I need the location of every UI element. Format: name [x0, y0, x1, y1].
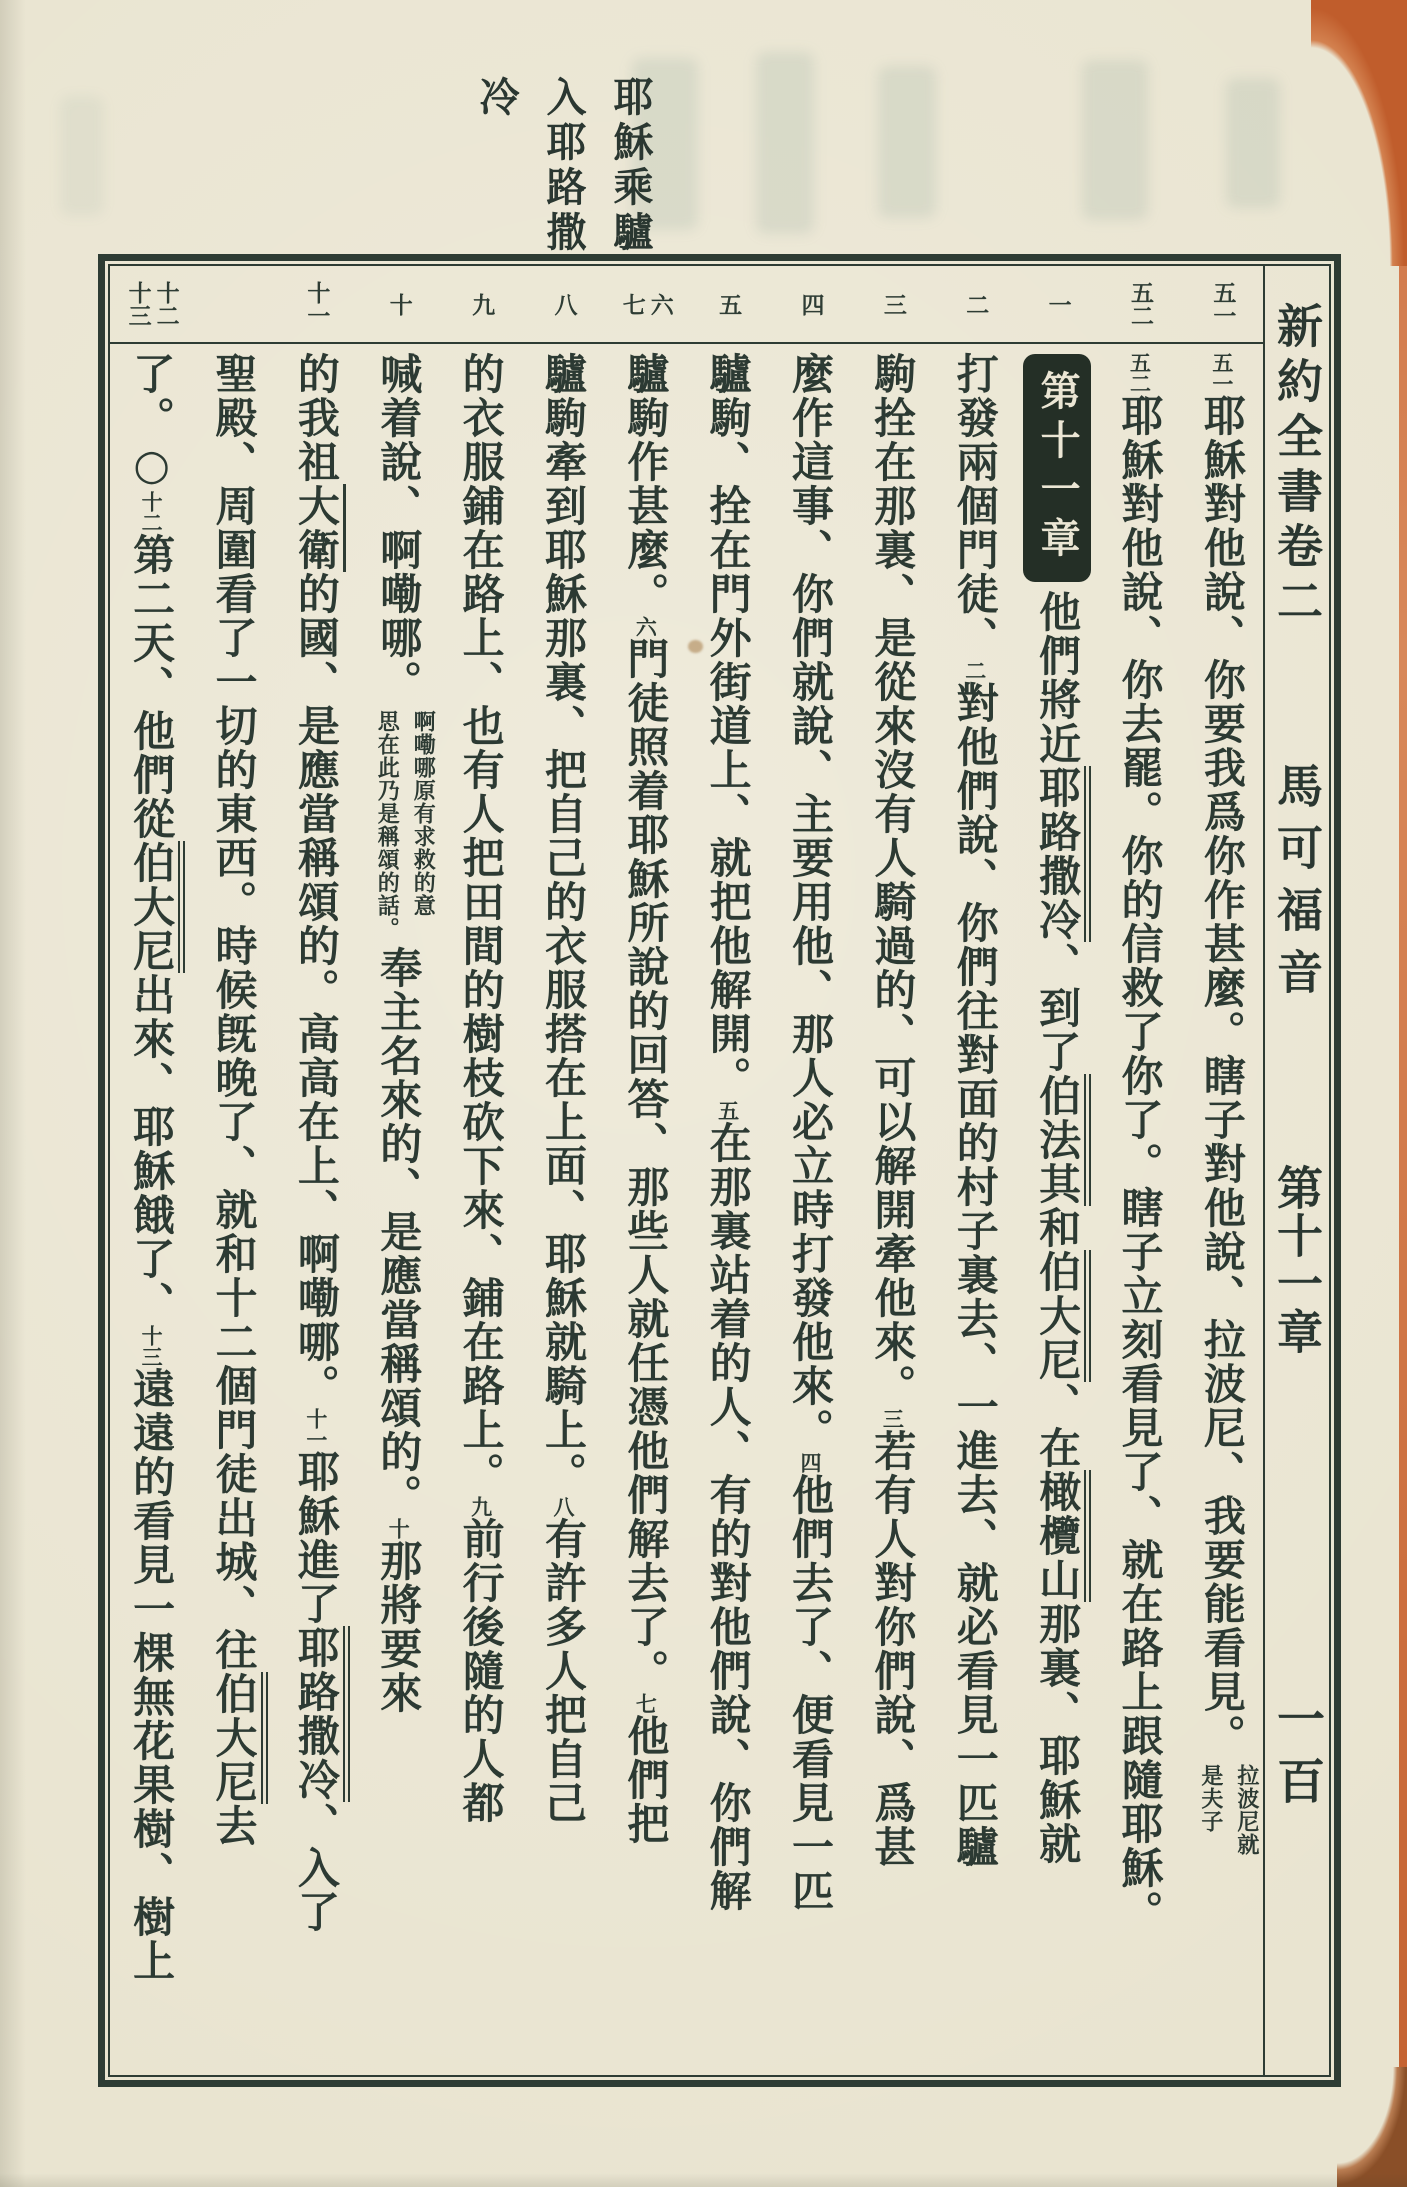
page-corner-top-right	[1311, 0, 1407, 266]
body-text: 驢駒牽到耶穌那裏、把自己的衣服搭在上面、耶穌就騎上。	[538, 352, 588, 1496]
margin-verse-number: 二	[962, 292, 989, 316]
verse-number: 十	[386, 1518, 411, 1539]
margin-cell	[110, 281, 192, 327]
body-text: 駒拴在那裏、是從來沒有人騎過的、可以解開牽他來。	[868, 352, 918, 1408]
running-header	[468, 76, 659, 256]
verse-number: 十三	[139, 1325, 164, 1367]
bleedthrough-ghost-text	[1226, 78, 1280, 208]
running-header-line: 入耶路撒	[540, 76, 586, 256]
body-text: 去	[209, 1804, 259, 1848]
verse-number: 五	[715, 1100, 740, 1121]
body-text: 的衣服鋪在路上、也有人把田間的樹枝砍下來、鋪在路上。	[456, 352, 506, 1496]
text-column-flow	[439, 352, 521, 2075]
margin-cell	[1181, 281, 1263, 327]
margin-verse-number: 五二	[1126, 281, 1153, 327]
margin-cell	[439, 293, 521, 316]
bleedthrough-ghost-text	[878, 66, 936, 218]
body-text: 和	[1033, 1206, 1083, 1250]
title-column	[1263, 266, 1329, 2075]
body-text: 了。○	[127, 352, 177, 491]
margin-verse-number: 六	[646, 292, 673, 316]
margin-verse-number: 四	[797, 292, 824, 316]
text-column	[769, 352, 851, 2075]
text-column	[1181, 352, 1263, 2075]
body-text: 他們把	[621, 1714, 671, 1846]
margin-cell	[522, 293, 604, 316]
note-line: 拉波尼就	[1233, 1764, 1259, 1856]
text-body	[110, 266, 1263, 2075]
margin-cell	[686, 293, 768, 316]
margin-cell	[357, 293, 439, 316]
margin-verse-number: 十	[385, 292, 412, 316]
margin-verse-number: 一	[1044, 292, 1071, 316]
proper-noun: 大衛	[292, 484, 346, 572]
body-text: 遠遠的看見一棵無花果樹、樹上	[127, 1367, 177, 1983]
text-column-flow	[1098, 352, 1180, 2075]
page-corner-bottom-right	[1337, 2067, 1407, 2187]
interlinear-note	[1192, 1764, 1263, 1856]
body-text: 驢駒、拴在門外街道上、就把他解開。	[703, 352, 753, 1100]
text-column-flow	[357, 352, 439, 2075]
chapter-heading-box: 第十一章	[1023, 354, 1091, 582]
body-text: 、在	[1033, 1382, 1083, 1470]
margin-verse-number: 五一	[1209, 281, 1236, 327]
margin-cell	[1016, 293, 1098, 316]
body-text: 在那裏站着的人、有的對他們說、你們解	[703, 1121, 753, 1913]
verse-number: 八	[550, 1496, 575, 1517]
bleedthrough-ghost-text	[1082, 60, 1148, 220]
text-column	[275, 352, 357, 2075]
verse-number: 十一	[303, 1408, 328, 1450]
book-fore-edge	[1399, 0, 1407, 2187]
body-text: 耶穌進了	[291, 1450, 341, 1626]
verse-number: 七	[633, 1693, 658, 1714]
text-column-flow	[1181, 352, 1263, 2075]
body-text: 的我祖	[291, 352, 341, 484]
proper-noun: 伯大尼	[127, 841, 185, 973]
proper-noun: 伯大尼	[1033, 1250, 1091, 1382]
body-text: 驢駒作甚麼。	[621, 352, 671, 616]
verse-number: 三	[880, 1408, 905, 1429]
body-text: 他們去了、便看見一匹	[786, 1473, 836, 1913]
text-column	[439, 352, 521, 2075]
page-frame	[98, 254, 1341, 2087]
bleedthrough-ghost-text	[756, 52, 814, 234]
text-column	[192, 352, 274, 2075]
text-column	[686, 352, 768, 2075]
body-text: 喊着說、啊嘞哪。	[374, 352, 424, 704]
text-column	[1016, 352, 1098, 2075]
verse-number: 四	[798, 1452, 823, 1473]
note-line: 思在此乃是稱頌的話。	[374, 710, 400, 940]
text-column	[851, 352, 933, 2075]
proper-noun: 伯法其	[1033, 1074, 1091, 1206]
text-column-flow	[934, 352, 1016, 2075]
margin-verse-number: 三	[879, 292, 906, 316]
body-text: 那裏、耶穌就	[1033, 1602, 1083, 1866]
text-column	[604, 352, 686, 2075]
body-text: 、入了	[291, 1802, 341, 1934]
text-column-flow	[604, 352, 686, 2075]
body-text: 耶穌對他說、你要我爲你作甚麼。瞎子對他說、拉波尼、我要能看見。	[1197, 394, 1247, 1758]
running-header-line: 冷	[473, 76, 519, 121]
verse-number: 六	[633, 616, 658, 637]
body-text: 對他們說、你們往對面的村子裏去、一進去、就必看見一匹驢	[950, 681, 1000, 1869]
proper-noun: 橄欖山	[1033, 1470, 1091, 1602]
note-line: 是夫子	[1197, 1764, 1223, 1833]
gospel-title: 馬可福音	[1270, 762, 1324, 1010]
text-column-flow	[275, 352, 357, 2075]
text-column	[1098, 352, 1180, 2075]
margin-verse-number: 十三	[124, 281, 151, 327]
body-text: 門徒照着耶穌所說的回答、那些人就任憑他們解去了。	[621, 637, 671, 1693]
proper-noun: 伯大尼	[210, 1672, 268, 1804]
page-number: 一百	[1268, 1694, 1325, 1818]
body-text: 聖殿、周圍看了一切的東西。時候旣晚了、就和十二個門徒出城、往	[209, 352, 259, 1672]
verse-number: 二	[962, 660, 987, 681]
verse-number: 五二	[1127, 352, 1152, 394]
note-line: 啊嘞哪原有求救的意	[410, 710, 436, 917]
margin-verse-number: 十一	[303, 281, 330, 327]
text-column	[110, 352, 192, 2075]
margin-cell	[769, 293, 851, 316]
text-column-flow	[110, 352, 192, 2075]
margin-verse-number: 十二	[152, 281, 179, 327]
body-text: 有許多人把自己	[538, 1517, 588, 1825]
body-text: 前行後隨的人都	[456, 1517, 506, 1825]
text-column-flow	[851, 352, 933, 2075]
margin-verse-number: 九	[468, 292, 495, 316]
text-column	[934, 352, 1016, 2075]
body-text: 耶穌對他說、你去罷。你的信救了你了。瞎子立刻看見了、就在路上跟隨耶穌。	[1115, 394, 1165, 1934]
text-column-flow	[1016, 352, 1098, 2075]
body-text: 打發兩個門徒、	[950, 352, 1000, 660]
verse-number: 五一	[1209, 352, 1234, 394]
proper-noun: 耶路撒冷	[1033, 766, 1091, 942]
proper-noun: 耶路撒冷	[292, 1626, 350, 1802]
margin-verse-number: 八	[550, 292, 577, 316]
running-header-line: 耶穌乘驢	[607, 76, 653, 256]
text-column-flow	[522, 352, 604, 2075]
body-text: 出來、耶穌餓了、	[127, 973, 177, 1325]
body-text: 、到了	[1033, 942, 1083, 1074]
body-text: 他們將近	[1033, 590, 1083, 766]
body-text: 麼作這事、你們就說、主要用他、那人必立時打發他來。	[786, 352, 836, 1452]
verse-margin-row	[110, 266, 1263, 344]
text-column	[522, 352, 604, 2075]
margin-cell	[604, 293, 686, 316]
text-columns	[110, 344, 1263, 2075]
margin-verse-number: 七	[618, 292, 645, 316]
body-text: 的國、是應當稱頌的。高高在上、啊嘞哪。	[291, 572, 341, 1408]
margin-verse-number: 五	[715, 292, 742, 316]
text-column	[357, 352, 439, 2075]
verse-number: 九	[468, 1496, 493, 1517]
book-volume-title: 新約全書卷二	[1270, 302, 1324, 632]
text-column-flow	[192, 352, 274, 2075]
verse-number: 十二	[139, 491, 164, 533]
body-text: 若有人對你們說、爲甚	[868, 1429, 918, 1869]
body-text: 奉主名來的、是應當稱頌的。	[374, 946, 424, 1518]
margin-cell	[934, 293, 1016, 316]
text-column-flow	[769, 352, 851, 2075]
interlinear-note	[368, 710, 439, 940]
page-edge-shadow-bottom	[0, 2173, 1407, 2187]
page-frame-inner	[108, 264, 1331, 2077]
bleedthrough-ghost-text	[60, 96, 104, 216]
chapter-label: 第十一章	[1270, 1164, 1324, 1356]
margin-cell	[851, 293, 933, 316]
body-text: 那將要來	[374, 1539, 424, 1715]
margin-cell	[275, 281, 357, 327]
text-column-flow	[686, 352, 768, 2075]
body-text: 第二天、他們從	[127, 533, 177, 841]
margin-cell	[1098, 281, 1180, 327]
page-edge-shadow-left	[0, 0, 26, 2187]
